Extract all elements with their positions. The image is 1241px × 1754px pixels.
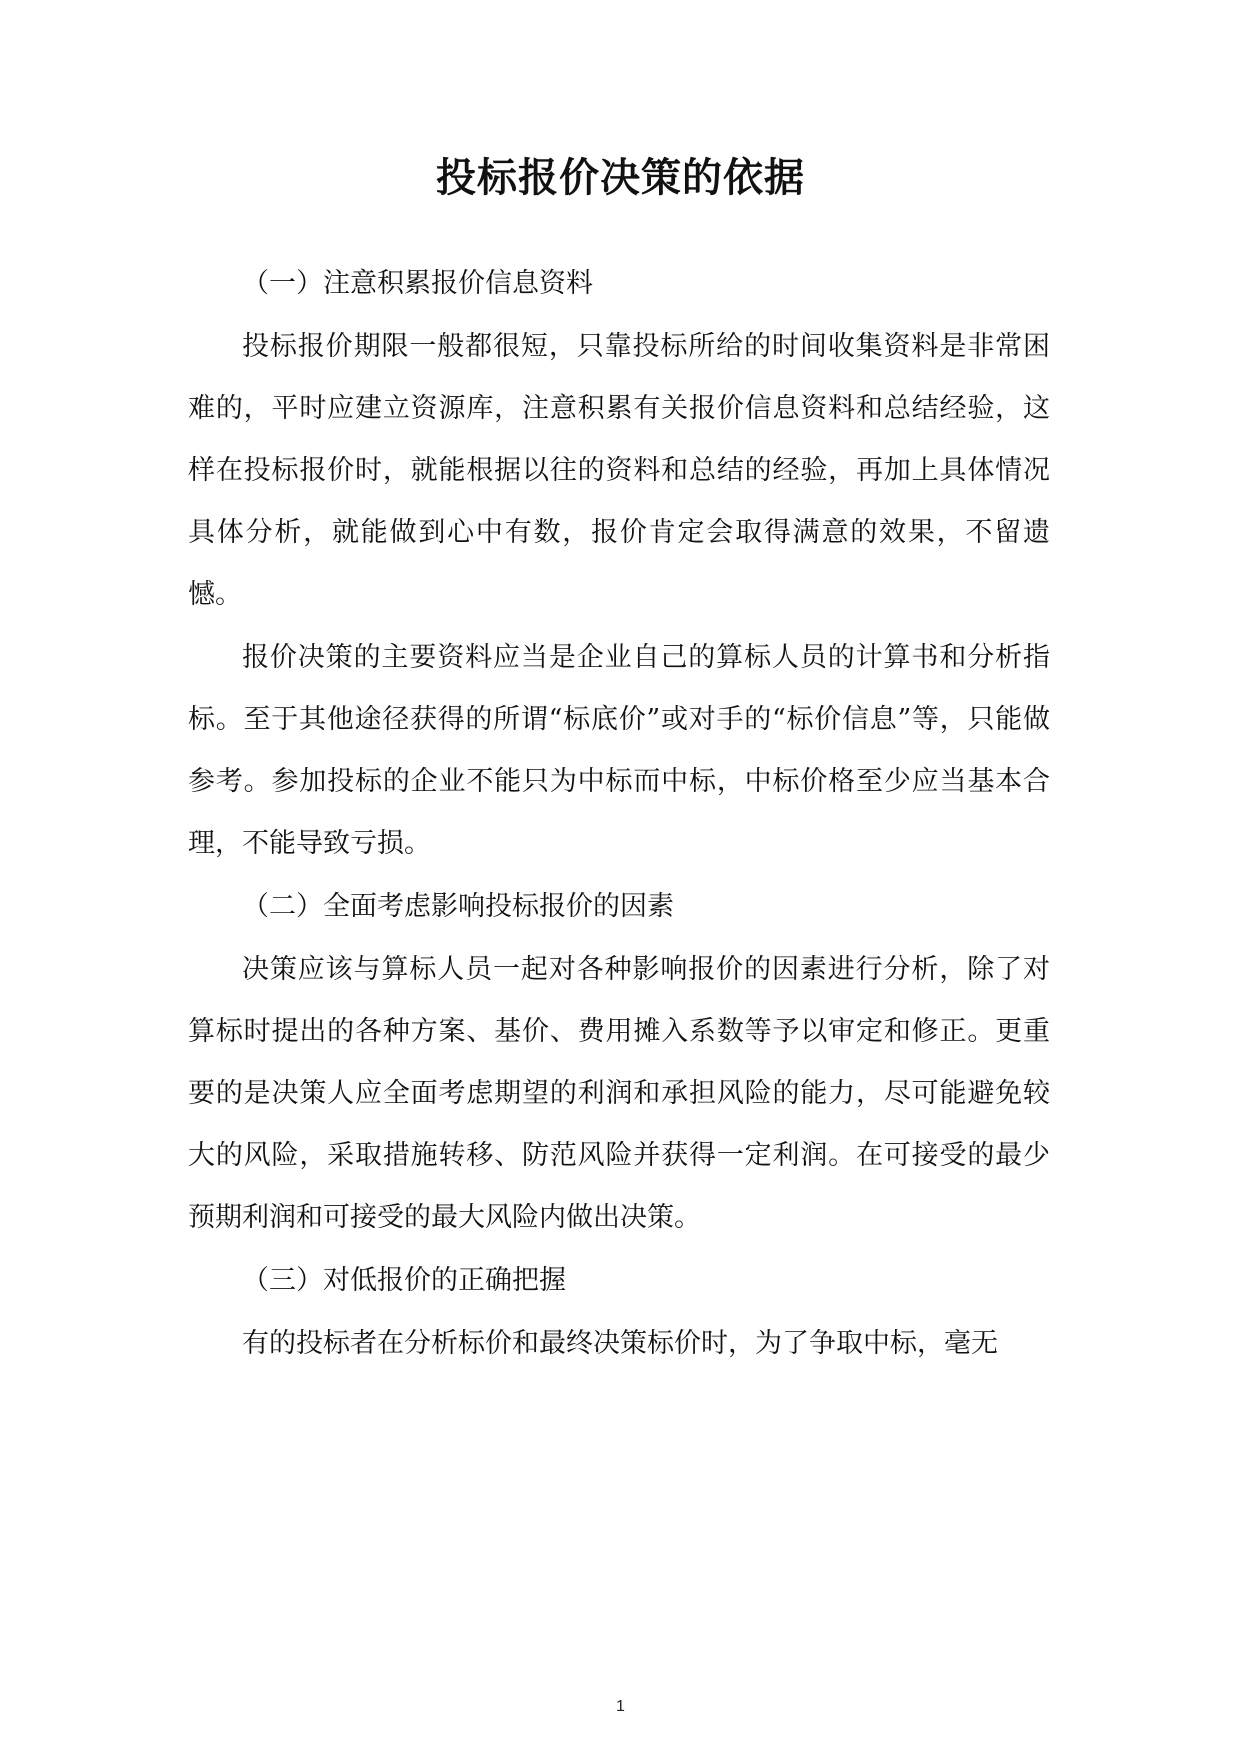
paragraph: 决策应该与算标人员一起对各种影响报价的因素进行分析，除了对算标时提出的各种方案、基价、费用摊入系数等予以审定和修正。更重要的是决策人应全面考虑期望的利润和承担风险的能力，尽可能避免较大的风险，采取措施转移、防范风险并获得一定利润。在可接受的最少预期利润和可接受的最大风险内做出决策。	[188, 954, 1050, 1233]
paragraph: 报价决策的主要资料应当是企业自己的算标人员的计算书和分析指标。至于其他途径获得的所谓“标底价”或对手的“标价信息”等，只能做参考。参加投标的企业不能只为中标而中标，中标价格至少应当基本合理，不能导致亏损。	[188, 642, 1050, 859]
section-heading-2: （二）全面考虑影响投标报价的因素	[242, 891, 674, 922]
document-body	[188, 253, 1050, 1376]
paragraph: 投标报价期限一般都很短，只靠投标所给的时间收集资料是非常困难的，平时应建立资源库，注意积累有关报价信息资料和总结经验，这样在投标报价时，就能根据以往的资料和总结的经验，再加上具体情况具体分析，就能做到心中有数，报价肯定会取得满意的效果，不留遗憾。	[188, 331, 1050, 610]
document-title: 投标报价决策的依据	[436, 155, 805, 201]
paragraph: 有的投标者在分析标价和最终决策标价时，为了争取中标，毫无	[242, 1328, 998, 1359]
section-heading-3: （三）对低报价的正确把握	[242, 1265, 566, 1296]
section-heading-1: （一）注意积累报价信息资料	[242, 268, 593, 299]
page-number: 1	[616, 1698, 625, 1715]
